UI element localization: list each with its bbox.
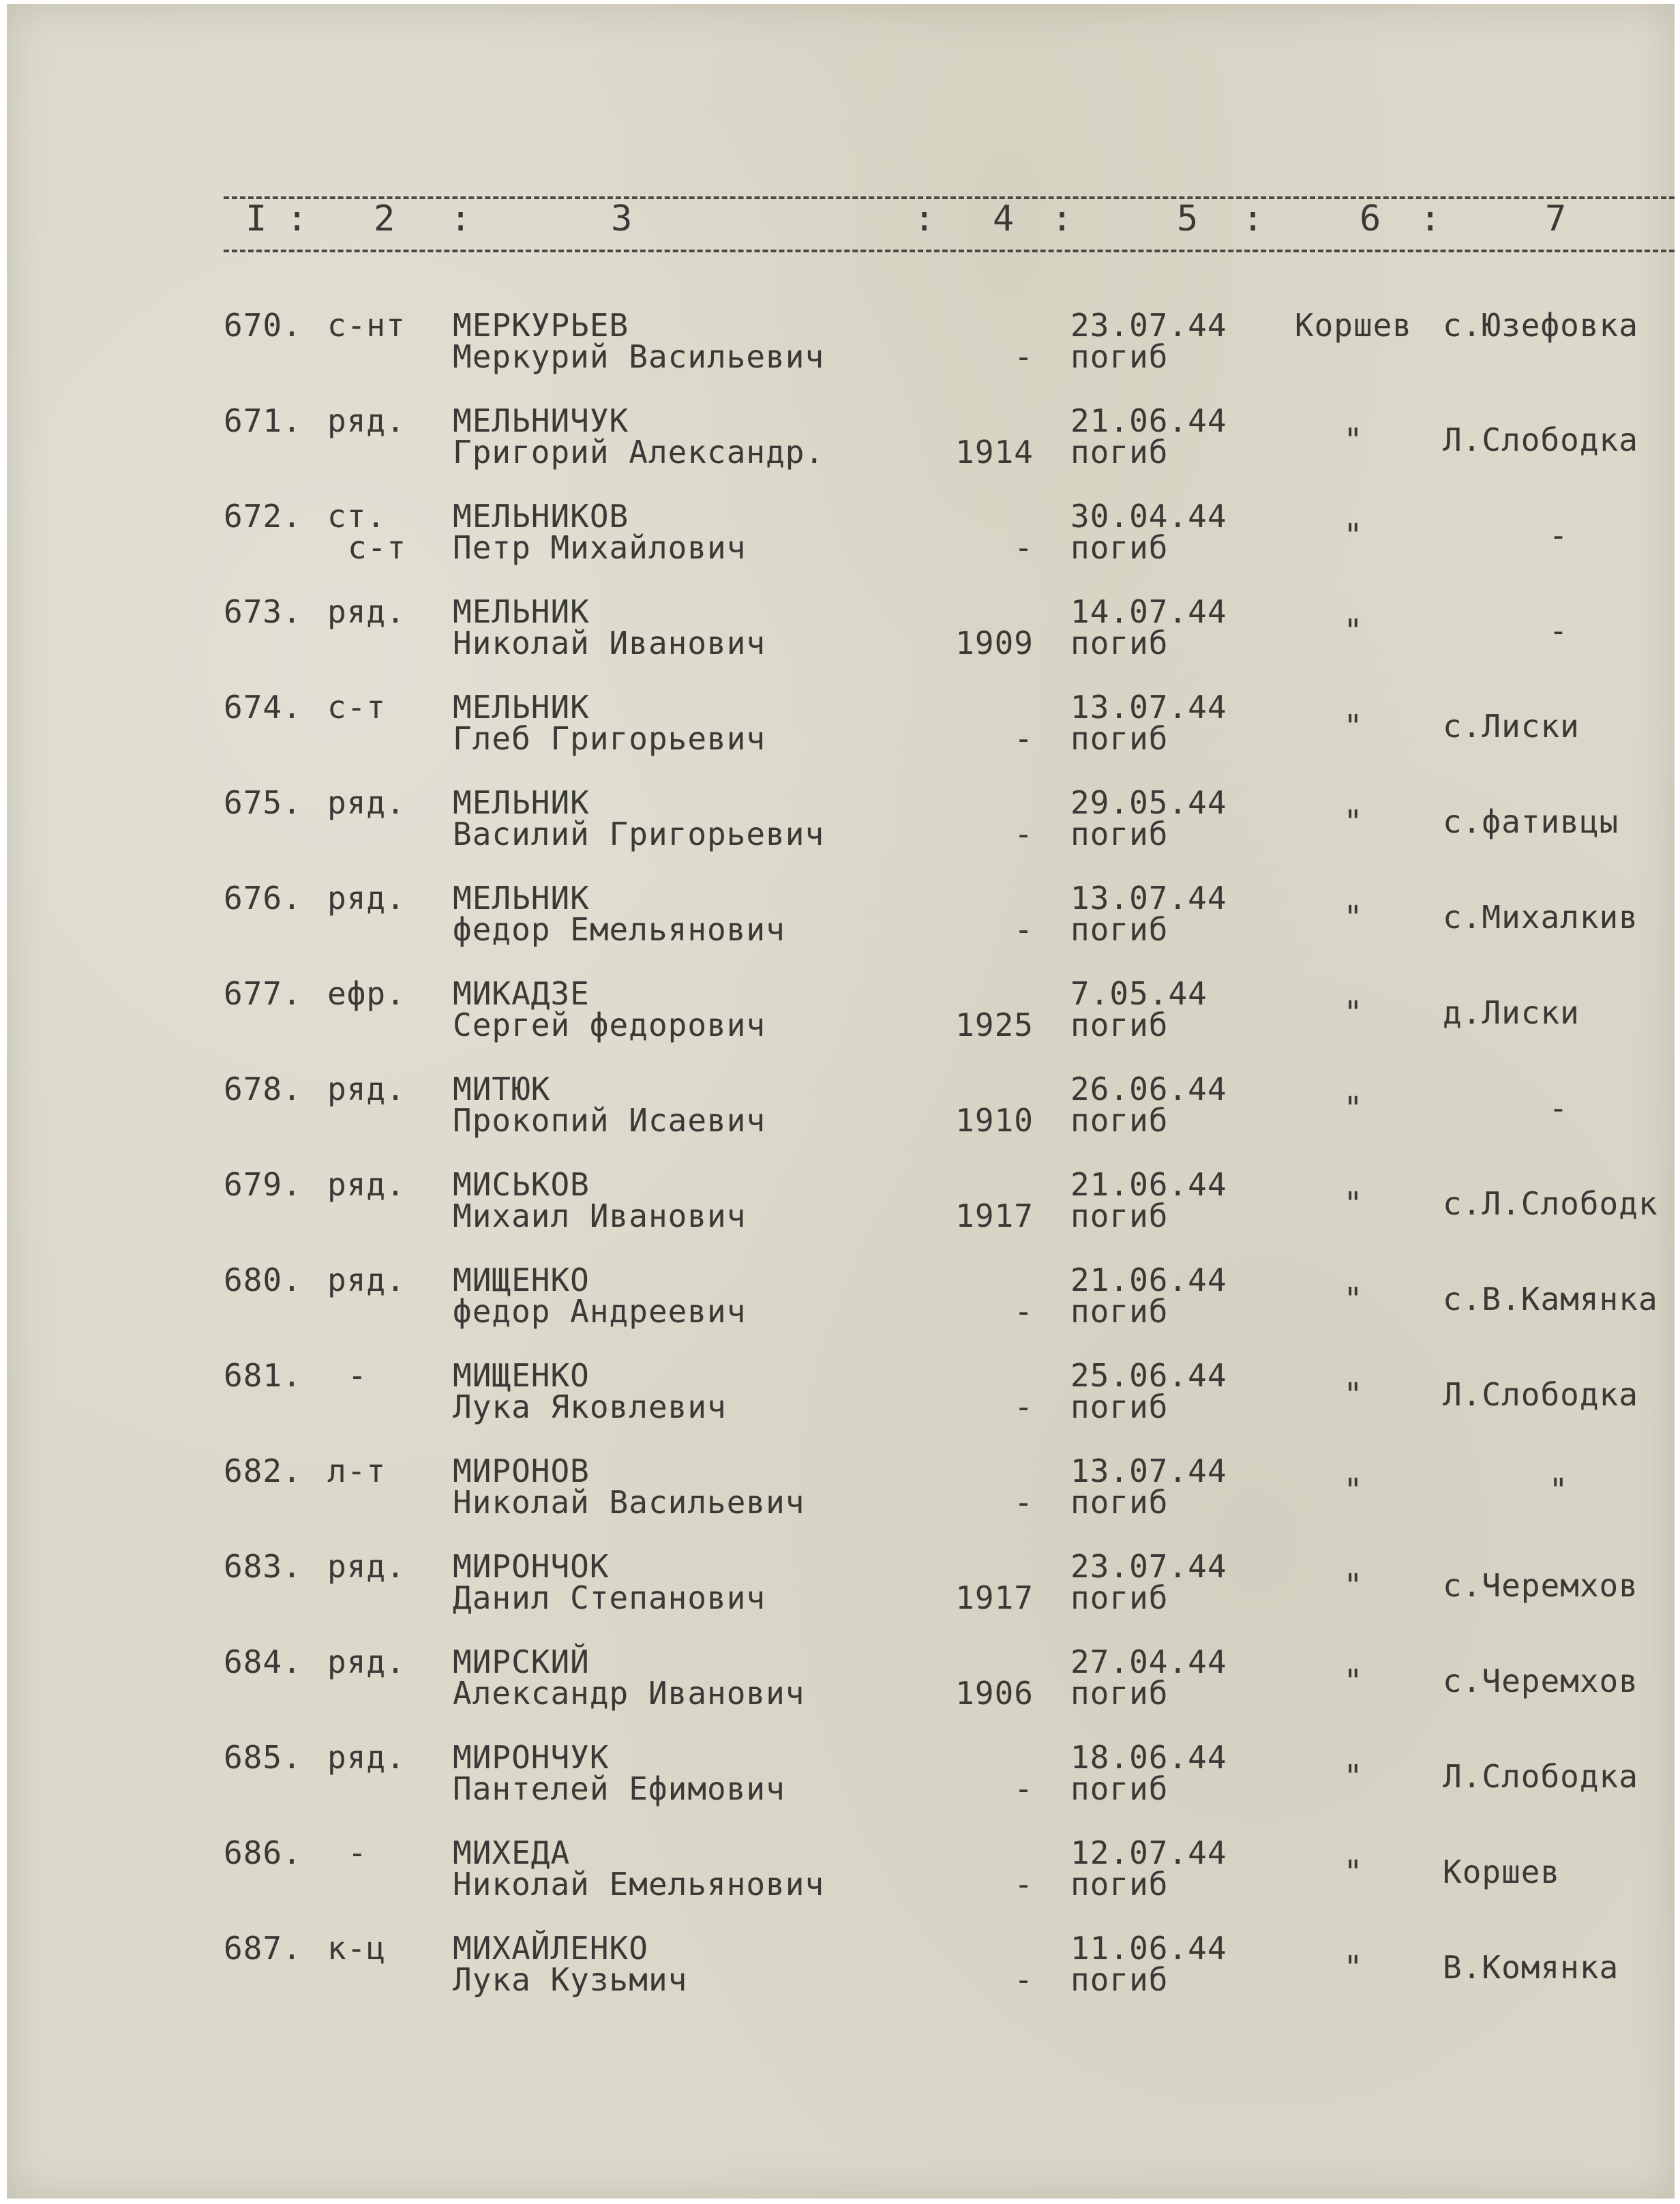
table-row <box>7 1073 1675 1167</box>
record-rank: ряд. <box>327 1739 406 1776</box>
record-burial-place: Коршев <box>1294 307 1413 344</box>
record-given-name: Александр Иванович <box>453 1675 805 1712</box>
record-date: 14.07.44 <box>1070 593 1227 630</box>
record-given-name: Лука Яковлевич <box>453 1388 727 1425</box>
record-date: 26.06.44 <box>1070 1071 1227 1107</box>
record-rank: ефр. <box>327 975 406 1012</box>
record-burial-place: " <box>1343 899 1364 936</box>
col-header-6: 6 <box>1360 198 1382 239</box>
table-row <box>7 1930 1675 2027</box>
record-burial-place: " <box>1343 612 1364 649</box>
record-surname: МИЩЕНКО <box>453 1357 590 1394</box>
record-birth-year: 1909 <box>955 625 1034 661</box>
record-surname: МИСЬКОВ <box>453 1166 590 1203</box>
record-location: с.фативцы <box>1443 803 1619 840</box>
col-header-3: 3 <box>611 198 633 239</box>
document-page <box>7 4 1675 2199</box>
record-rank: ст. <box>327 498 387 535</box>
table-row <box>7 1264 1675 1358</box>
record-burial-place: " <box>1343 708 1364 745</box>
record-fate: погиб <box>1070 1484 1169 1521</box>
record-number: 674. <box>224 689 302 726</box>
record-given-name: федор Емельянович <box>453 911 785 948</box>
record-birth-year: 1906 <box>955 1675 1034 1712</box>
record-given-name: Николай Емельянович <box>453 1866 825 1903</box>
record-fate: погиб <box>1070 625 1169 661</box>
table-row <box>7 593 1675 690</box>
record-surname: МИТЮК <box>453 1071 551 1107</box>
table-row <box>7 691 1675 786</box>
record-burial-place: " <box>1343 517 1364 554</box>
record-birth-year: - <box>1014 529 1034 566</box>
record-given-name: Василий Григорьевич <box>453 816 825 852</box>
record-date: 12.07.44 <box>1070 1834 1227 1871</box>
record-fate: погиб <box>1070 1579 1169 1616</box>
table-row <box>7 307 1675 404</box>
record-given-name: Меркурий Васильевич <box>453 338 825 375</box>
record-given-name: Григорий Александр. <box>453 434 825 471</box>
col-header-4: 4 <box>993 198 1015 239</box>
record-date: 11.06.44 <box>1070 1930 1227 1967</box>
table-row <box>7 1455 1675 1549</box>
col-sep: : <box>450 198 472 239</box>
record-rank: л-т <box>327 1453 387 1489</box>
record-number: 685. <box>224 1739 302 1776</box>
record-location: Л.Слободка <box>1443 1758 1638 1795</box>
col-sep: : <box>286 198 309 239</box>
col-sep: : <box>1420 198 1442 239</box>
record-location: - <box>1548 1090 1569 1127</box>
record-burial-place: " <box>1343 1185 1364 1222</box>
record-number: 670. <box>224 307 302 344</box>
record-date: 21.06.44 <box>1070 402 1227 439</box>
record-rank: ряд. <box>327 784 406 821</box>
record-birth-year: 1917 <box>955 1579 1034 1616</box>
record-date: 29.05.44 <box>1070 784 1227 821</box>
record-given-name: Глеб Григорьевич <box>453 720 766 757</box>
record-number: 683. <box>224 1548 302 1585</box>
record-burial-place: " <box>1343 421 1364 458</box>
record-fate: погиб <box>1070 911 1169 948</box>
record-surname: МИЩЕНКО <box>453 1262 590 1298</box>
record-rank: ряд. <box>327 1262 406 1298</box>
record-location: с.Л.Слободк <box>1443 1185 1658 1222</box>
table-row <box>7 1739 1675 1836</box>
record-surname: МЕЛЬНИК <box>453 880 590 917</box>
col-header-7: 7 <box>1545 198 1567 239</box>
record-date: 13.07.44 <box>1070 689 1227 726</box>
record-birth-year: - <box>1014 1961 1034 1998</box>
header-rule-bottom <box>224 250 1675 252</box>
table-row <box>7 1548 1675 1645</box>
column-header-row <box>7 198 1675 244</box>
record-fate: погиб <box>1070 338 1169 375</box>
record-surname: МЕЛЬНИЧУК <box>453 402 629 439</box>
record-rank: с-нт <box>327 307 406 344</box>
table-row <box>7 402 1675 499</box>
record-number: 686. <box>224 1834 302 1871</box>
record-location: с.В.Камянка <box>1443 1281 1658 1317</box>
record-location: с.Михалкив <box>1443 899 1638 936</box>
record-birth-year: - <box>1014 1388 1034 1425</box>
record-rank: ряд. <box>327 880 406 917</box>
record-given-name: Прокопий Исаевич <box>453 1102 766 1139</box>
record-rank: с-т <box>327 689 387 726</box>
record-date: 27.04.44 <box>1070 1643 1227 1680</box>
table-row <box>7 1643 1675 1740</box>
col-header-5: 5 <box>1177 198 1199 239</box>
record-surname: МИРСКИЙ <box>453 1643 590 1680</box>
record-number: 672. <box>224 498 302 535</box>
record-burial-place: " <box>1343 1472 1364 1508</box>
record-burial-place: " <box>1343 1663 1364 1699</box>
record-number: 684. <box>224 1643 302 1680</box>
record-fate: погиб <box>1070 529 1169 566</box>
record-date: 7.05.44 <box>1070 975 1208 1012</box>
record-given-name: Пантелей Ефимович <box>453 1770 785 1807</box>
record-surname: МЕЛЬНИК <box>453 593 590 630</box>
record-location: д.Лиски <box>1443 994 1580 1031</box>
record-burial-place: " <box>1343 803 1364 840</box>
record-date: 23.07.44 <box>1070 307 1227 344</box>
record-birth-year: 1910 <box>955 1102 1034 1139</box>
table-row <box>7 1166 1675 1263</box>
record-burial-place: " <box>1343 1090 1364 1127</box>
record-location: с.Черемхов <box>1443 1567 1638 1604</box>
record-birth-year: - <box>1014 1770 1034 1807</box>
record-fate: погиб <box>1070 720 1169 757</box>
col-header-1: I <box>245 198 268 239</box>
col-sep: : <box>1242 198 1265 239</box>
record-surname: МИРОНЧОК <box>453 1548 610 1585</box>
record-rank-line2: с-т <box>348 529 407 566</box>
record-date: 13.07.44 <box>1070 1453 1227 1489</box>
record-rank: ряд. <box>327 1071 406 1107</box>
record-burial-place: " <box>1343 1567 1364 1604</box>
record-burial-place: " <box>1343 1758 1364 1795</box>
col-sep: : <box>1051 198 1074 239</box>
record-burial-place: " <box>1343 1949 1364 1986</box>
record-location: с.Лиски <box>1443 708 1580 745</box>
record-fate: погиб <box>1070 816 1169 852</box>
record-surname: МЕЛЬНИКОВ <box>453 498 629 535</box>
record-fate: погиб <box>1070 1961 1169 1998</box>
record-surname: МЕРКУРЬЕВ <box>453 307 629 344</box>
record-number: 675. <box>224 784 302 821</box>
record-given-name: Николай Васильевич <box>453 1484 805 1521</box>
record-rank: - <box>348 1834 368 1871</box>
record-location: с.Юзефовка <box>1443 307 1638 344</box>
record-fate: погиб <box>1070 1388 1169 1425</box>
record-birth-year: - <box>1014 1484 1034 1521</box>
record-location: " <box>1548 1472 1569 1508</box>
table-row <box>7 1834 1675 1931</box>
record-surname: МЕЛЬНИК <box>453 689 590 726</box>
record-fate: погиб <box>1070 1293 1169 1330</box>
record-rank: ряд. <box>327 1166 406 1203</box>
record-birth-year: - <box>1014 720 1034 757</box>
record-fate: погиб <box>1070 1102 1169 1139</box>
record-surname: МИРОНЧУК <box>453 1739 610 1776</box>
table-row <box>7 882 1675 977</box>
record-rank: ряд. <box>327 402 406 439</box>
record-rank: ряд. <box>327 1548 406 1585</box>
record-location: - <box>1548 517 1569 554</box>
record-number: 680. <box>224 1262 302 1298</box>
header-rule-top <box>224 196 1675 199</box>
record-surname: МИРОНОВ <box>453 1453 590 1489</box>
record-fate: погиб <box>1070 434 1169 471</box>
record-given-name: Петр Михайлович <box>453 529 747 566</box>
record-rank: ряд. <box>327 593 406 630</box>
record-date: 18.06.44 <box>1070 1739 1227 1776</box>
record-given-name: Михаил Иванович <box>453 1197 747 1234</box>
record-date: 25.06.44 <box>1070 1357 1227 1394</box>
record-number: 682. <box>224 1453 302 1489</box>
record-fate: погиб <box>1070 1675 1169 1712</box>
record-birth-year: 1914 <box>955 434 1034 471</box>
record-surname: МИХАЙЛЕНКО <box>453 1930 648 1967</box>
record-birth-year: - <box>1014 1866 1034 1903</box>
record-fate: погиб <box>1070 1197 1169 1234</box>
record-given-name: Лука Кузьмич <box>453 1961 688 1998</box>
record-fate: погиб <box>1070 1007 1169 1043</box>
record-birth-year: 1917 <box>955 1197 1034 1234</box>
record-number: 673. <box>224 593 302 630</box>
table-row <box>7 498 1675 595</box>
record-rank: к-ц <box>327 1930 387 1967</box>
record-burial-place: " <box>1343 1376 1364 1413</box>
col-sep: : <box>914 198 936 239</box>
record-burial-place: " <box>1343 994 1364 1031</box>
record-rank: ряд. <box>327 1643 406 1680</box>
table-row <box>7 784 1675 881</box>
record-surname: МЕЛЬНИК <box>453 784 590 821</box>
record-birth-year: - <box>1014 1293 1034 1330</box>
record-fate: погиб <box>1070 1770 1169 1807</box>
record-number: 677. <box>224 975 302 1012</box>
record-fate: погиб <box>1070 1866 1169 1903</box>
record-surname: МИХЕДА <box>453 1834 571 1871</box>
table-row <box>7 975 1675 1072</box>
record-location: Коршев <box>1443 1853 1561 1890</box>
record-birth-year: - <box>1014 338 1034 375</box>
record-date: 13.07.44 <box>1070 880 1227 917</box>
record-number: 678. <box>224 1071 302 1107</box>
col-header-2: 2 <box>374 198 396 239</box>
record-date: 21.06.44 <box>1070 1166 1227 1203</box>
record-birth-year: 1925 <box>955 1007 1034 1043</box>
record-number: 671. <box>224 402 302 439</box>
record-location: Л.Слободка <box>1443 1376 1638 1413</box>
record-date: 23.07.44 <box>1070 1548 1227 1585</box>
record-given-name: федор Андреевич <box>453 1293 747 1330</box>
record-rank: - <box>348 1357 368 1394</box>
record-burial-place: " <box>1343 1853 1364 1890</box>
record-given-name: Николай Иванович <box>453 625 766 661</box>
record-date: 30.04.44 <box>1070 498 1227 535</box>
record-location: В.Комянка <box>1443 1949 1619 1986</box>
record-number: 676. <box>224 880 302 917</box>
record-birth-year: - <box>1014 816 1034 852</box>
record-burial-place: " <box>1343 1281 1364 1317</box>
record-location: - <box>1548 612 1569 649</box>
record-date: 21.06.44 <box>1070 1262 1227 1298</box>
record-number: 687. <box>224 1930 302 1967</box>
record-given-name: Данил Степанович <box>453 1579 766 1616</box>
record-surname: МИКАДЗЕ <box>453 975 590 1012</box>
table-row <box>7 1357 1675 1454</box>
record-number: 679. <box>224 1166 302 1203</box>
record-number: 681. <box>224 1357 302 1394</box>
record-location: с.Черемхов <box>1443 1663 1638 1699</box>
record-birth-year: - <box>1014 911 1034 948</box>
record-given-name: Сергей федорович <box>453 1007 766 1043</box>
record-location: Л.Слободка <box>1443 421 1638 458</box>
